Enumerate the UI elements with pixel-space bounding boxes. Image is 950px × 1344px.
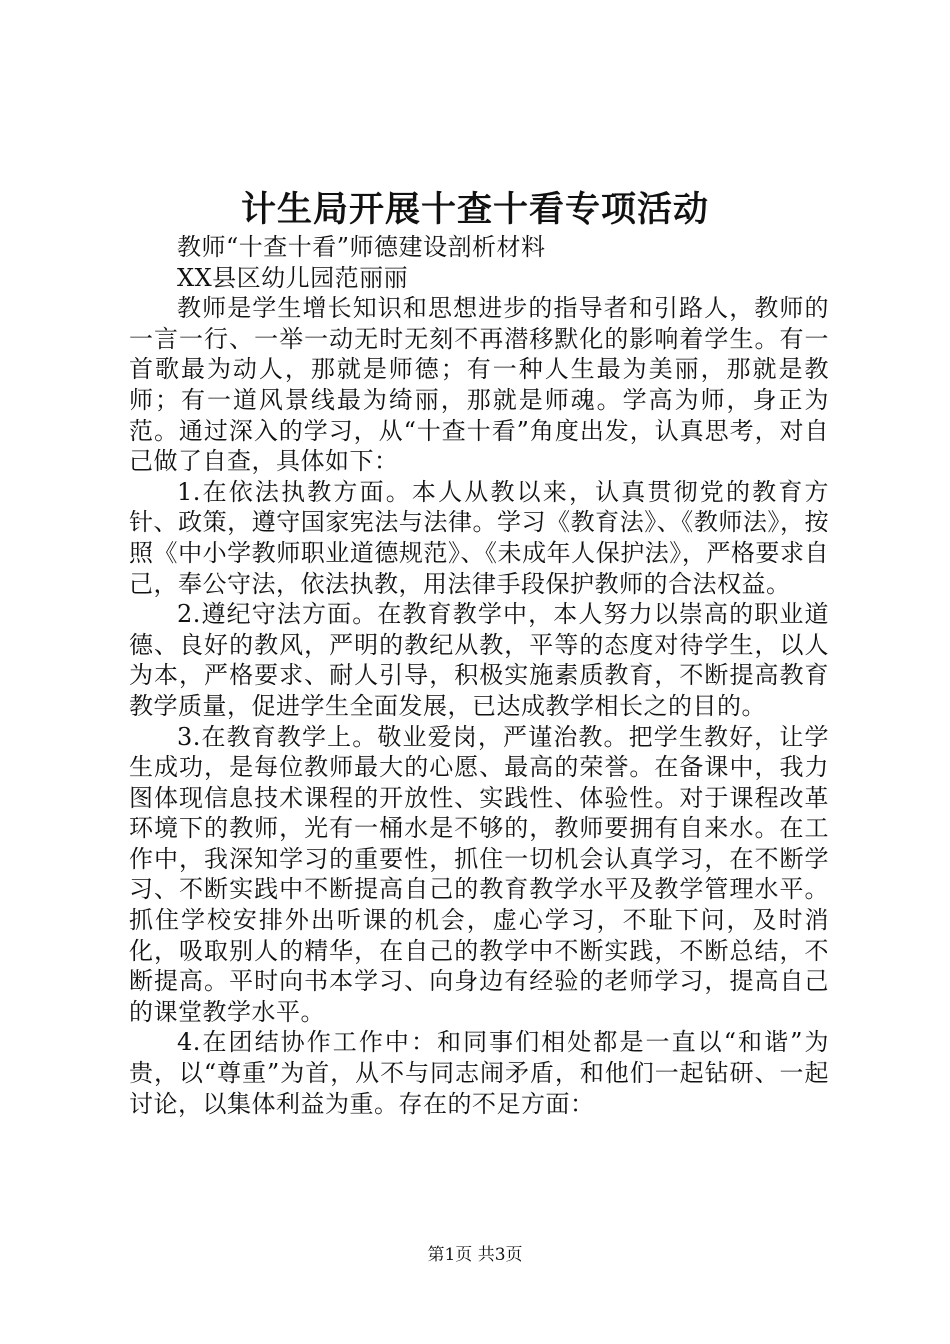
paragraph: 1.在依法执教方面。本人从教以来，认真贯彻党的教育方针、政策，遵守国家宪法与法律。学习《教育法》、《教师法》，按照《中小学教师职业道德规范》、《未成年人保护法》，严格要求自己，奉公守法，依法执教，用法律手段保护教师的合法权益。	[129, 477, 829, 598]
document-body	[129, 232, 829, 1119]
document-title: 计生局开展十查十看专项活动	[240, 190, 709, 230]
paragraph: 3.在教育教学上。敬业爱岗，严谨治教。把学生教好，让学生成功，是每位教师最大的心愿、最高的荣誉。在备课中，我力图体现信息技术课程的开放性、实践性、体验性。对于课程改革环境下的教师，光有一桶水是不够的，教师要拥有自来水。在工作中，我深知学习的重要性，抓住一切机会认真学习，在不断学习、不断实践中不断提高自己的教育教学水平及教学管理水平。抓住学校安排外出听课的机会，虚心学习，不耻下问，及时消化，吸取别人的精华，在自己的教学中不断实践，不断总结，不断提高。平时向书本学习、向身边有经验的老师学习，提高自己的课堂教学水平。	[129, 722, 829, 1026]
page-number-footer: 第1页 共3页	[427, 1245, 523, 1265]
paragraph: 4.在团结协作工作中：和同事们相处都是一直以“和谐”为贵，以“尊重”为首，从不与同志闹矛盾，和他们一起钻研、一起讨论，以集体利益为重。存在的不足方面：	[129, 1028, 829, 1118]
paragraph: 2.遵纪守法方面。在教育教学中，本人努力以崇高的职业道德、良好的教风，严明的教纪从教，平等的态度对待学生，以人为本，严格要求、耐人引导，积极实施素质教育，不断提高教育教学质量，促进学生全面发展，已达成教学相长之的目的。	[129, 600, 829, 720]
subtitle-line: 教师“十查十看”师德建设剖析材料	[177, 233, 546, 261]
paragraph: 教师是学生增长知识和思想进步的指导者和引路人，教师的一言一行、一举一动无时无刻不再潜移默化的影响着学生。有一首歌最为动人，那就是师德；有一种人生最为美丽，那就是教师；有一道风景线最为绮丽，那就是师魂。学高为师，身正为范。通过深入的学习，从“十查十看”角度出发，认真思考，对自己做了自查，具体如下：	[129, 294, 829, 476]
author-line: XX县区幼儿园范丽丽	[177, 263, 409, 292]
